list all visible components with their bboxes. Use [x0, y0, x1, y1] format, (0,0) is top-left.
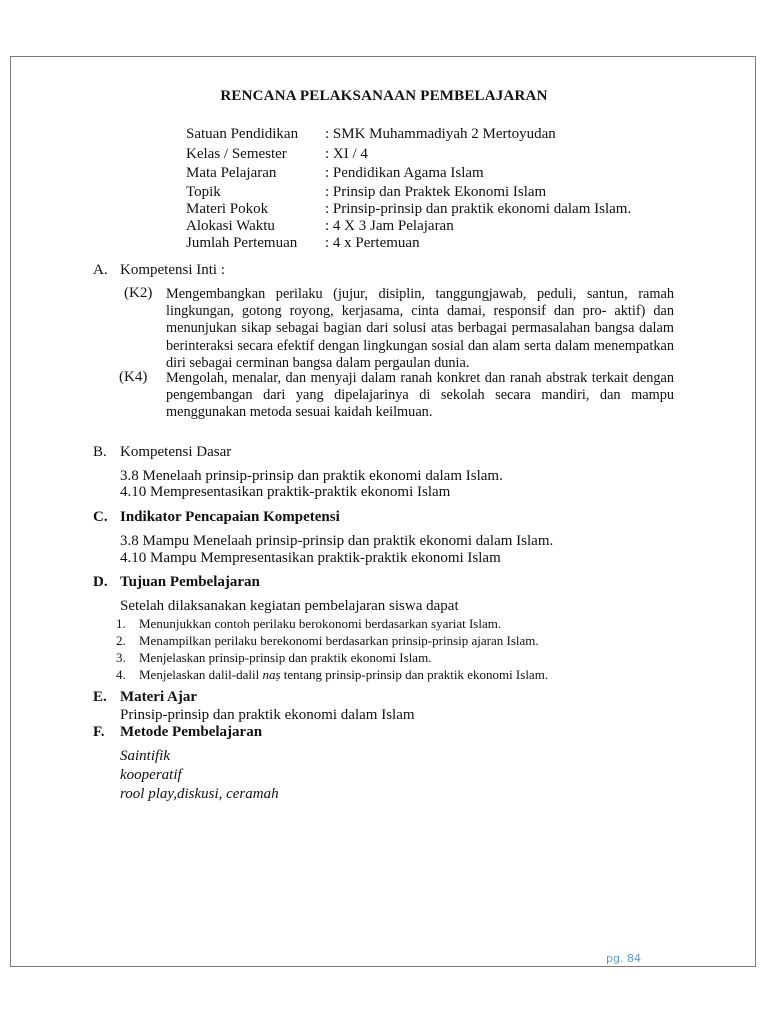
list-number: 3.	[116, 650, 126, 665]
info-label: Kelas / Semester	[186, 146, 287, 162]
section-letter: F.	[93, 724, 105, 740]
section-letter: E.	[93, 689, 107, 705]
section-title: Materi Ajar	[120, 689, 198, 705]
info-label: Alokasi Waktu	[186, 218, 275, 234]
info-value: : SMK Muhammadiyah 2 Mertoyudan	[325, 126, 556, 142]
info-label: Satuan Pendidikan	[186, 126, 299, 142]
section-letter: D.	[93, 574, 108, 590]
document-title: RENCANA PELAKSANAAN PEMBELAJARAN	[220, 88, 548, 104]
info-value: : XI / 4	[325, 146, 368, 162]
list-item-italic: naṣ	[262, 667, 281, 682]
body-line: Prinsip-prinsip dan praktik ekonomi dalam Islam	[120, 707, 415, 723]
list-item-text: Menjelaskan dalil-dalil	[139, 667, 263, 682]
list-item: Menunjukkan contoh perilaku berokonomi berdasarkan syariat Islam.	[139, 616, 502, 631]
method-line: Saintifik	[120, 748, 170, 764]
list-item-text: tentang prinsip-prinsip dan praktik ekonomi Islam.	[280, 667, 549, 682]
method-line: rool play,diskusi, ceramah	[120, 786, 279, 802]
section-letter: B.	[93, 444, 107, 460]
ki-code: (K2)	[124, 285, 153, 301]
list-number: 2.	[116, 633, 126, 648]
info-label: Materi Pokok	[186, 201, 269, 217]
info-value: : 4 X 3 Jam Pelajaran	[325, 218, 454, 234]
list-number: 1.	[116, 616, 126, 631]
section-title: Indikator Pencapaian Kompetensi	[120, 509, 340, 525]
section-title: Metode Pembelajaran	[120, 724, 263, 740]
ki-code: (K4)	[119, 369, 148, 385]
body-line: Setelah dilaksanakan kegiatan pembelajaran siswa dapat	[120, 598, 459, 614]
section-title: Tujuan Pembelajaran	[120, 574, 260, 590]
body-line: 4.10 Mempresentasikan praktik-praktik ekonomi Islam	[120, 484, 451, 500]
section-title: Kompetensi Inti :	[120, 262, 225, 278]
list-item	[139, 667, 548, 683]
info-value: : Pendidikan Agama Islam	[325, 165, 484, 181]
list-item: Menampilkan perilaku berekonomi berdasarkan prinsip-prinsip ajaran Islam.	[139, 633, 539, 648]
section-letter: A.	[93, 262, 108, 278]
section-letter: C.	[93, 509, 108, 525]
page-number: pg. 84	[606, 952, 641, 965]
info-value: : Prinsip dan Praktek Ekonomi Islam	[325, 184, 547, 200]
info-value: : 4 x Pertemuan	[325, 235, 420, 251]
ki-text: Mengembangkan perilaku (jujur, disiplin, tanggungjawab, peduli, santun, ramah lingkungan, gotong royong, kerjasama, cinta damai, responsif dan pro- aktif) dan menunjukan sikap sebagai bagian dari solusi atas berbagai permasalahan bangsa dalam berinteraksi secara efektif dengan lingkungan sosial dan alam serta dalam menempatkan diri sebagai cerminan bangsa dalam pergaulan dunia.	[166, 286, 674, 371]
list-number: 4.	[116, 667, 126, 682]
info-label: Mata Pelajaran	[186, 165, 277, 181]
body-line: 3.8 Mampu Menelaah prinsip-prinsip dan praktik ekonomi dalam Islam.	[120, 533, 554, 549]
info-value: : Prinsip-prinsip dan praktik ekonomi dalam Islam.	[325, 201, 632, 217]
ki-text: Mengolah, menalar, dan menyaji dalam ranah konkret dan ranah abstrak terkait dengan pengembangan dari yang dipelajarinya di sekolah secara mandiri, dan mampu menggunakan metoda sesuai kaidah keilmuan.	[166, 370, 674, 421]
info-label: Jumlah Pertemuan	[186, 235, 298, 251]
info-label: Topik	[186, 184, 221, 200]
section-title: Kompetensi Dasar	[120, 444, 232, 460]
list-item: Menjelaskan prinsip-prinsip dan praktik ekonomi Islam.	[139, 650, 432, 665]
method-line: kooperatif	[120, 767, 182, 783]
body-line: 4.10 Mampu Mempresentasikan praktik-praktik ekonomi Islam	[120, 550, 501, 566]
body-line: 3.8 Menelaah prinsip-prinsip dan praktik ekonomi dalam Islam.	[120, 468, 503, 484]
